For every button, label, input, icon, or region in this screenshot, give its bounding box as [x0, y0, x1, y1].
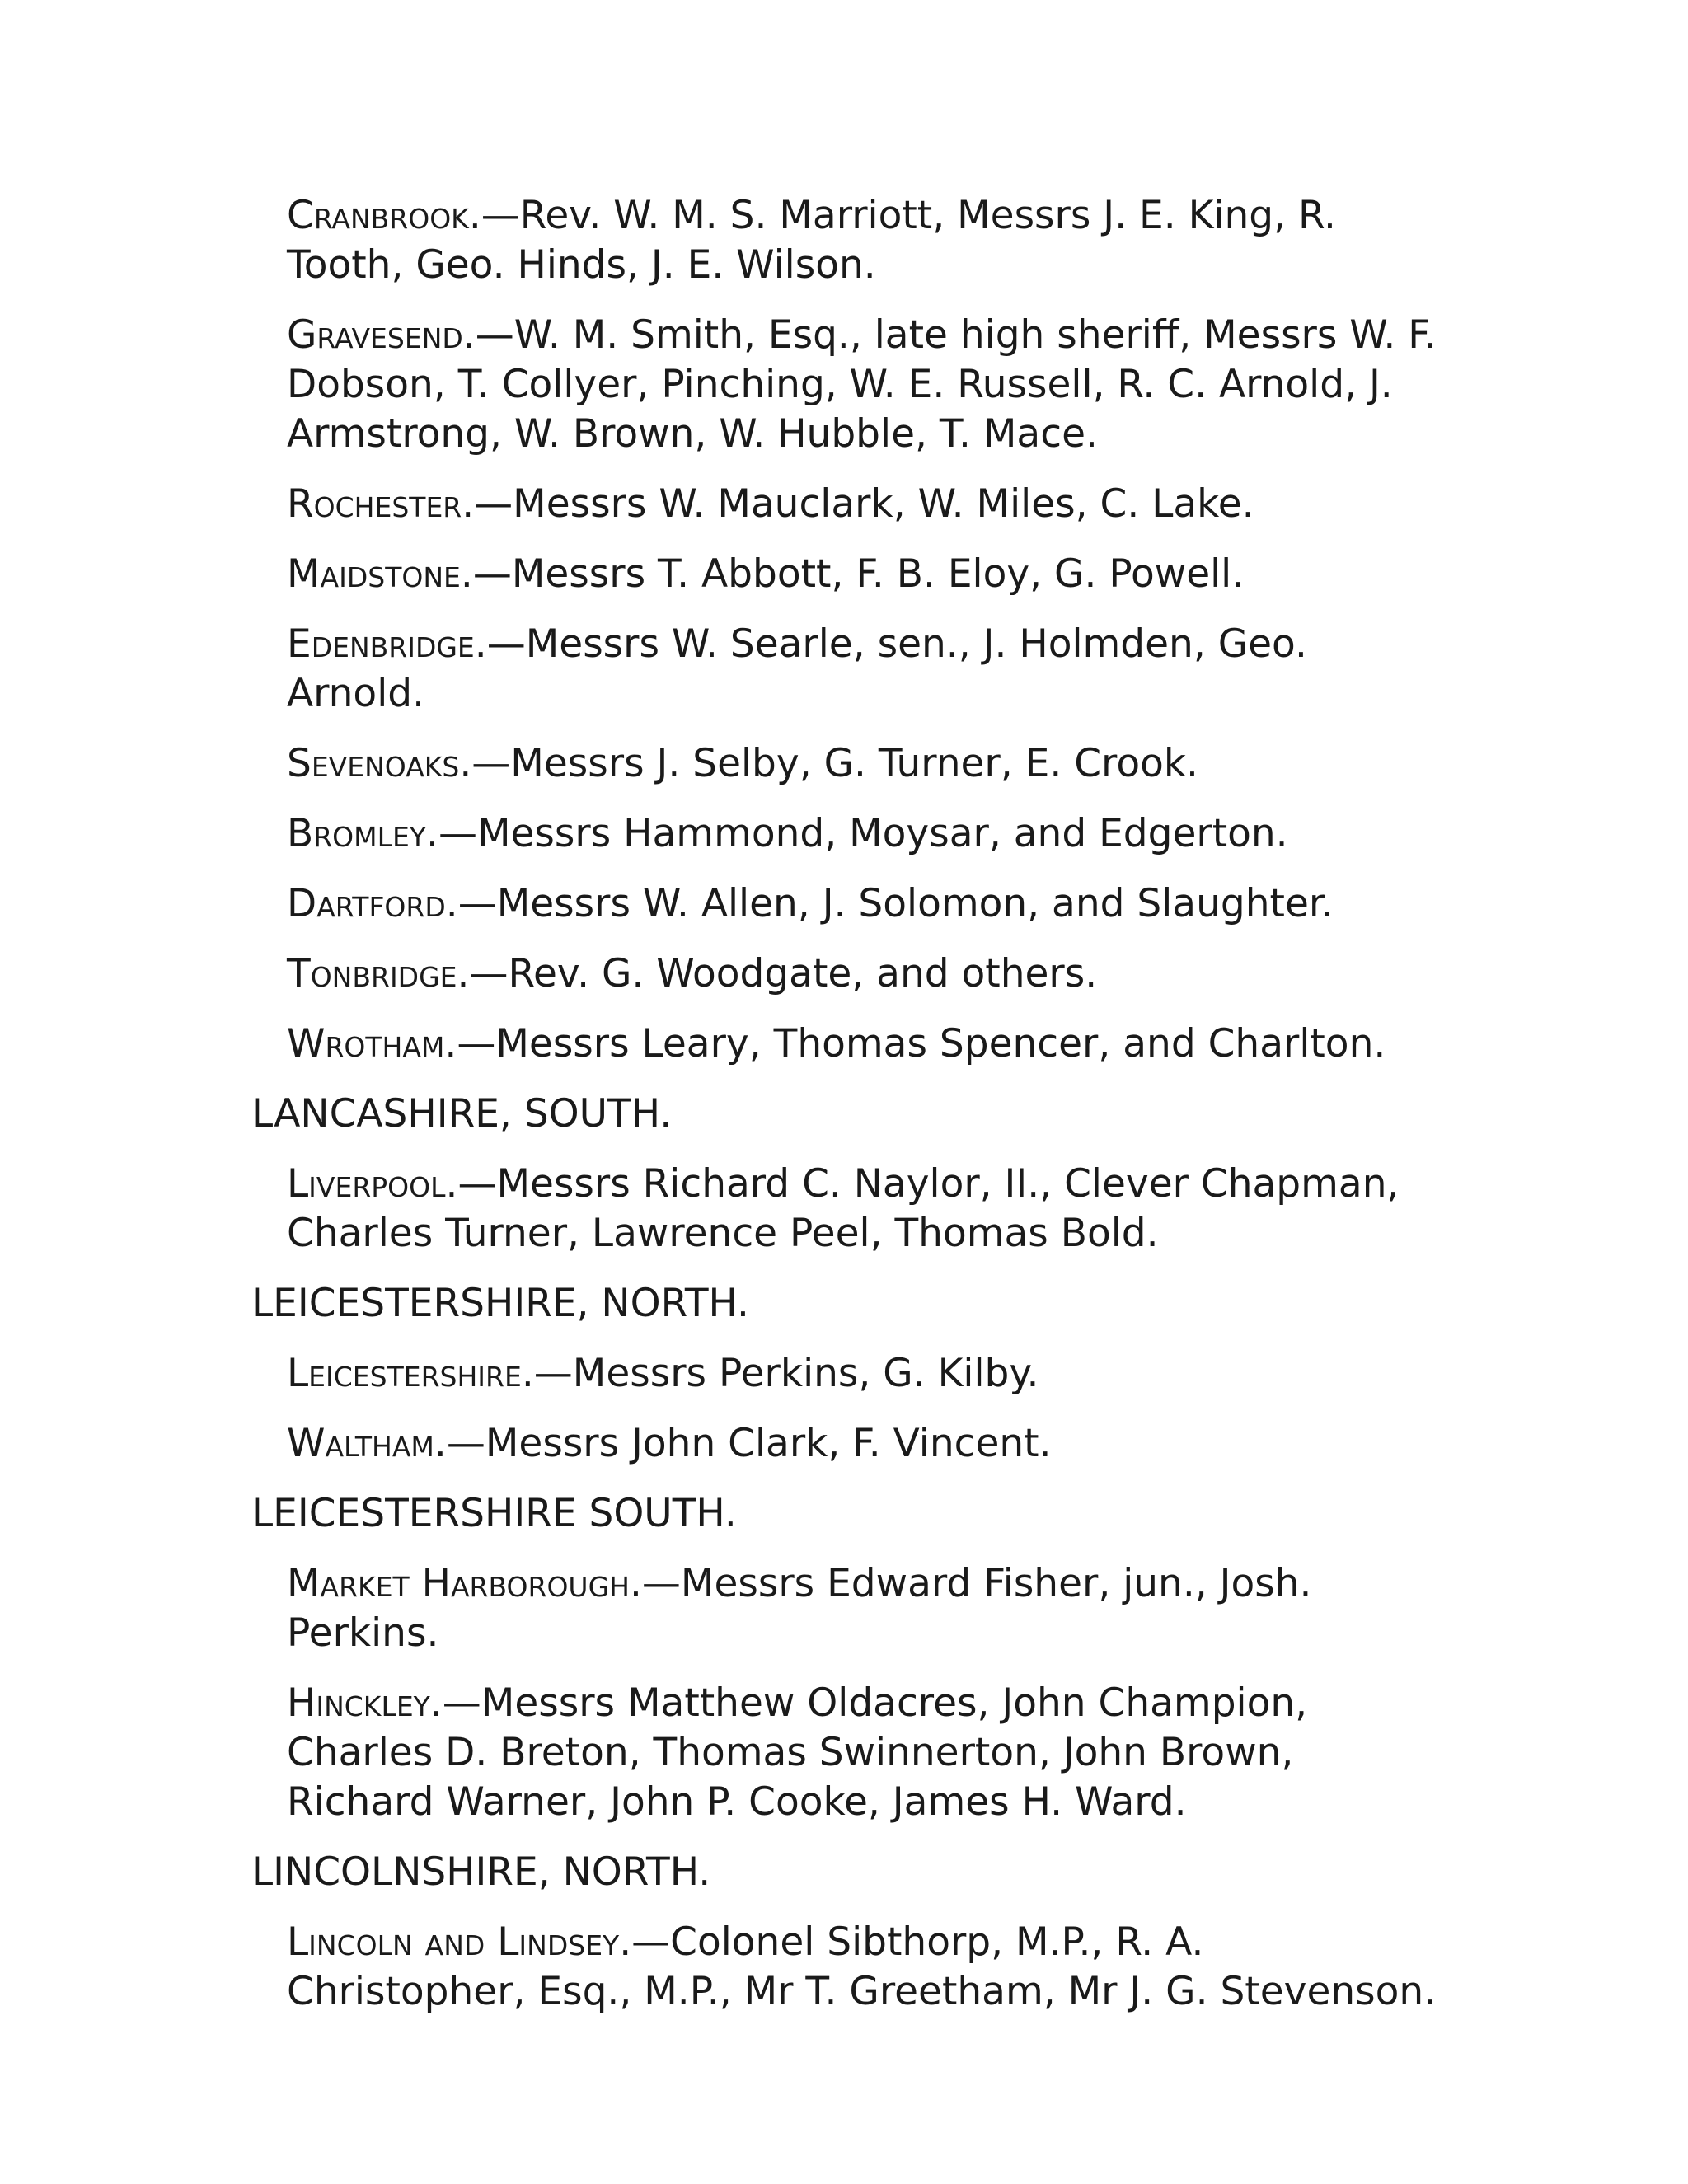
- entry-lincoln-and-lindsey: [287, 1918, 1438, 2017]
- entry-text: .—Messrs J. Selby, G. Turner, E. Crook.: [459, 741, 1198, 786]
- entry-text: .—Messrs T. Abbott, F. B. Eloy, G. Powell.: [460, 551, 1245, 597]
- entry-place: Hinckley: [287, 1680, 430, 1726]
- entry-text: .—Messrs W. Searle, sen., J. Holmden, Geo. Arnold.: [287, 621, 1307, 716]
- entry-waltham: [287, 1419, 1438, 1469]
- entry-gravesend: [287, 311, 1438, 459]
- section-heading-lancashire-south: LANCASHIRE, SOUTH.: [251, 1091, 673, 1137]
- entry-text: .—Messrs Richard C. Naylor, II., Clever Chapman, Charles Turner, Lawrence Peel, Thomas Bold.: [287, 1161, 1400, 1256]
- entry-place: Maidstone: [287, 551, 461, 597]
- entry-text: .—Rev. W. M. S. Marriott, Messrs J. E. King, R. Tooth, Geo. Hinds, J. E. Wilson.: [287, 193, 1336, 288]
- entry-place: Lincoln and Lindsey: [287, 1919, 620, 1965]
- entry-place: Rochester: [287, 481, 462, 527]
- entry-text: .—Messrs Hammond, Moysar, and Edgerton.: [426, 811, 1288, 856]
- entry-place: Cranbrook: [287, 193, 469, 238]
- entry-leicestershire: [287, 1349, 1438, 1399]
- entry-place: Gravesend: [287, 312, 463, 358]
- entry-liverpool: [287, 1160, 1438, 1258]
- page-content: [251, 191, 1438, 2037]
- entry-place: Waltham: [287, 1421, 434, 1466]
- entry-cranbrook: [287, 191, 1438, 290]
- entry-place: Bromley: [287, 811, 427, 856]
- entry-text: .—Messrs John Clark, F. Vincent.: [434, 1421, 1052, 1466]
- entry-maidstone: [287, 550, 1438, 599]
- entry-dartford: [287, 879, 1438, 929]
- entry-market-harborough: [287, 1559, 1438, 1658]
- entry-text: .—Rev. G. Woodgate, and others.: [457, 951, 1098, 996]
- entry-hinckley: [287, 1679, 1438, 1827]
- entry-edenbridge: [287, 620, 1438, 719]
- entry-tonbridge: [287, 949, 1438, 999]
- entry-place: Sevenoaks: [287, 741, 460, 786]
- entry-place: Liverpool: [287, 1161, 446, 1207]
- entry-place: Wrotham: [287, 1021, 445, 1066]
- entry-text: .—Messrs Edward Fisher, jun., Josh. Perkins.: [287, 1561, 1312, 1656]
- entry-text: .—Messrs W. Allen, J. Solomon, and Slaughter.: [445, 881, 1334, 926]
- entry-text: .—Messrs W. Mauclark, W. Miles, C. Lake.: [462, 481, 1254, 527]
- section-heading-leicestershire-north: LEICESTERSHIRE, NORTH.: [251, 1281, 749, 1326]
- entry-text: .—Messrs Leary, Thomas Spencer, and Charlton.: [444, 1021, 1386, 1066]
- entry-place: Tonbridge: [287, 951, 457, 996]
- entry-place: Edenbridge: [287, 621, 475, 667]
- entry-rochester: [287, 480, 1438, 529]
- entry-text: .—Messrs Matthew Oldacres, John Champion, Charles D. Breton, Thomas Swinnerton, John Brown, Richard Warner, John P. Cooke, James H. Ward.: [287, 1680, 1308, 1825]
- section-heading-leicestershire-south: LEICESTERSHIRE SOUTH.: [251, 1491, 737, 1536]
- entry-sevenoaks: [287, 739, 1438, 789]
- entry-bromley: [287, 809, 1438, 859]
- entry-place: Leicestershire: [287, 1351, 522, 1396]
- entry-text: .—W. M. Smith, Esq., late high sheriff, Messrs W. F. Dobson, T. Collyer, Pinching, W. E. Russell, R. C. Arnold, J. Armstrong, W. Brown, W. Hubble, T. Mace.: [287, 312, 1437, 457]
- section-heading-lincolnshire-north: LINCOLNSHIRE, NORTH.: [251, 1849, 711, 1895]
- entry-text: .—Colonel Sibthorp, M.P., R. A. Christopher, Esq., M.P., Mr T. Greetham, Mr J. G. Stevenson.: [287, 1919, 1437, 2014]
- entry-text: .—Messrs Perkins, G. Kilby.: [521, 1351, 1039, 1396]
- entry-place: Dartford: [287, 881, 446, 926]
- entry-wrotham: [287, 1019, 1438, 1069]
- entry-place: Market Harborough: [287, 1561, 630, 1606]
